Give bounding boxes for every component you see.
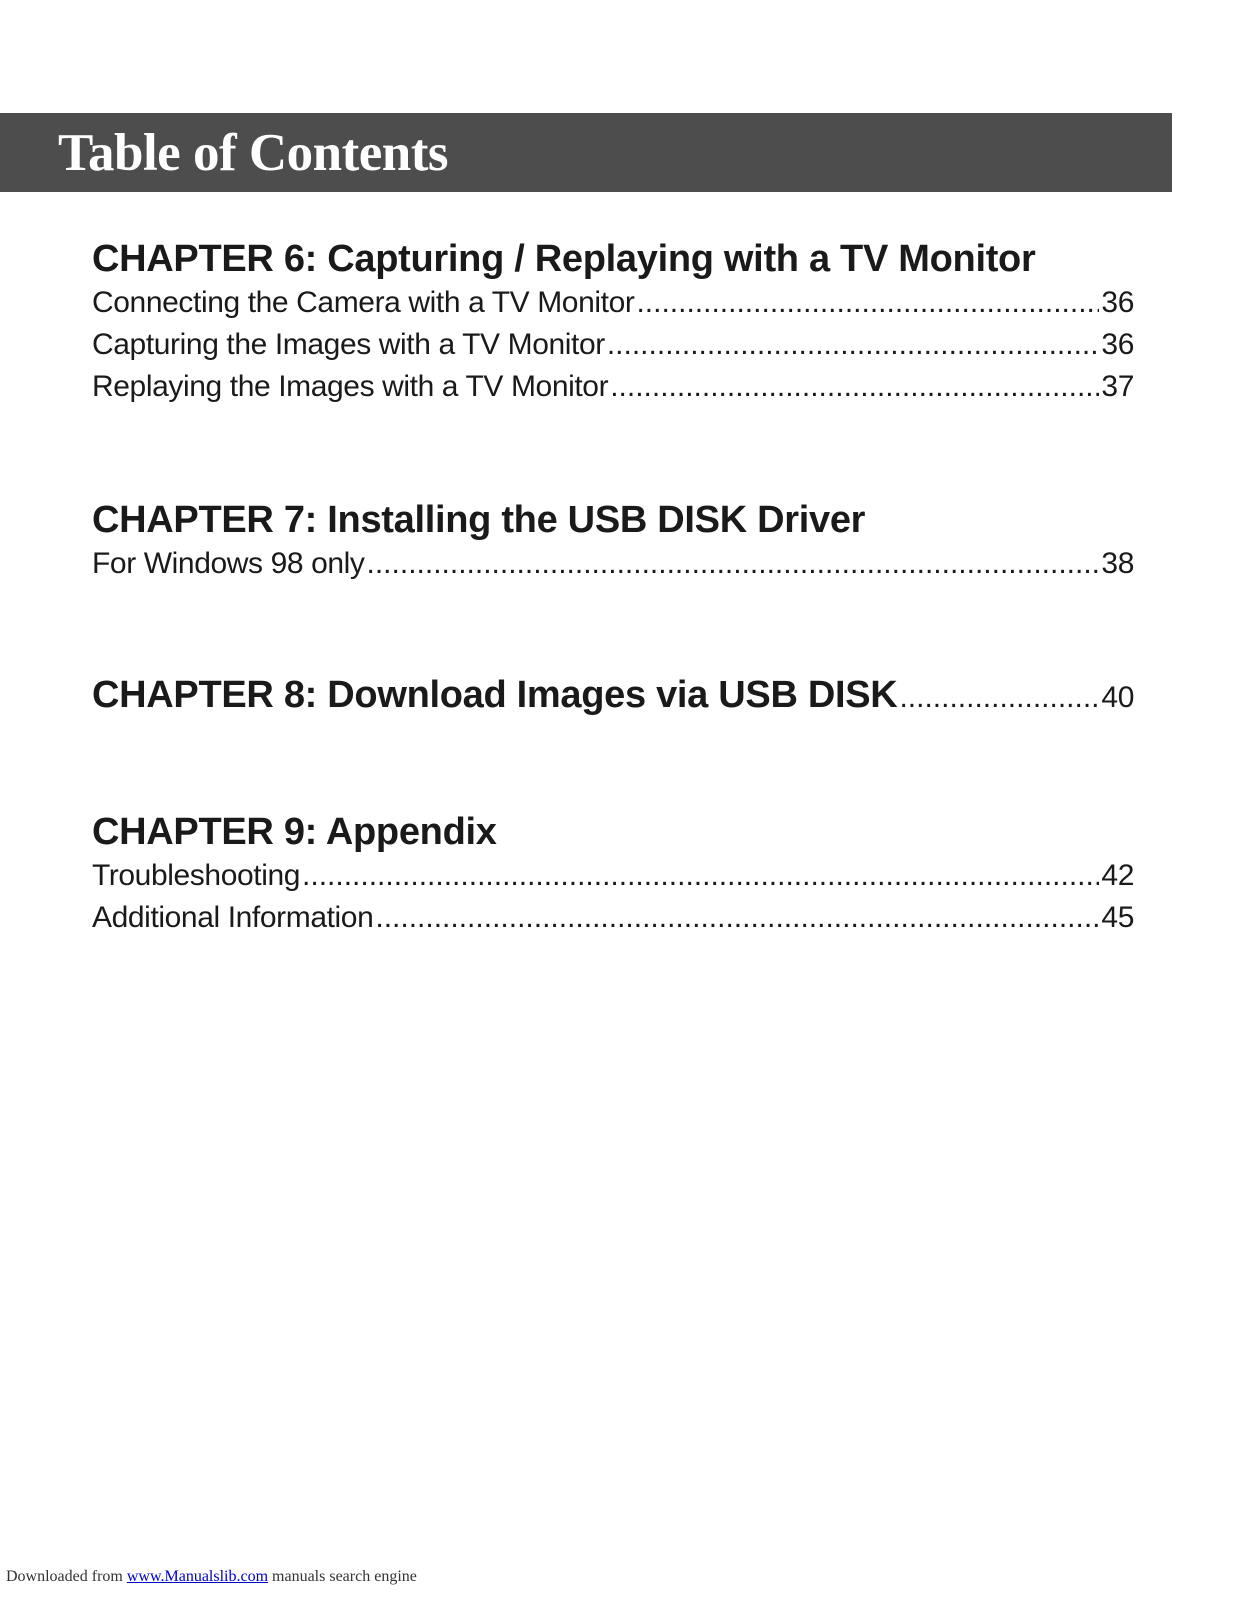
chapter-6 [92,236,1134,408]
toc-entry[interactable] [92,897,1134,939]
dot-leader [375,897,1099,939]
toc-entry[interactable] [92,324,1134,366]
page-number: 40 [1101,681,1134,714]
entry-title: For Windows 98 only [92,547,365,580]
entry-title: Capturing the Images with a TV Monitor [92,328,605,361]
chapter-8 [92,674,1134,719]
page-number: 42 [1101,859,1134,892]
page-number: 36 [1101,286,1134,319]
dot-leader [899,677,1099,719]
page-number: 36 [1101,328,1134,361]
dot-leader [636,282,1099,324]
entry-title: Additional Information [92,901,374,934]
toc-entry[interactable] [92,855,1134,897]
toc-entry[interactable] [92,674,1134,719]
dot-leader [302,855,1099,897]
footer [6,1568,417,1586]
toc-entry[interactable] [92,543,1134,585]
toc-entry[interactable] [92,366,1134,408]
chapter-heading: CHAPTER 6: Capturing / Replaying with a TV Monitor [92,238,1036,280]
chapter-heading: CHAPTER 8: Download Images via USB DISK [92,674,898,716]
dot-leader [607,324,1100,366]
dot-leader [367,543,1100,585]
footer-prefix: Downloaded from [6,1568,123,1585]
chapter-7 [92,497,1134,585]
page-number: 37 [1101,370,1134,403]
entry-title: Replaying the Images with a TV Monitor [92,370,609,403]
page-title: Table of Contents [58,124,449,182]
toc-entry[interactable] [92,282,1134,324]
entry-title: Connecting the Camera with a TV Monitor [92,286,635,319]
chapter-heading: CHAPTER 7: Installing the USB DISK Driver [92,499,866,541]
manualslib-link[interactable]: www.Manualslib.com [126,1568,269,1585]
chapter-9 [92,809,1134,939]
dot-leader [610,366,1099,408]
page-number: 38 [1101,547,1134,580]
entry-title: Troubleshooting [92,859,301,892]
chapter-heading: CHAPTER 9: Appendix [92,811,497,853]
footer-suffix: manuals search engine [272,1568,417,1585]
page-number: 45 [1101,901,1134,934]
